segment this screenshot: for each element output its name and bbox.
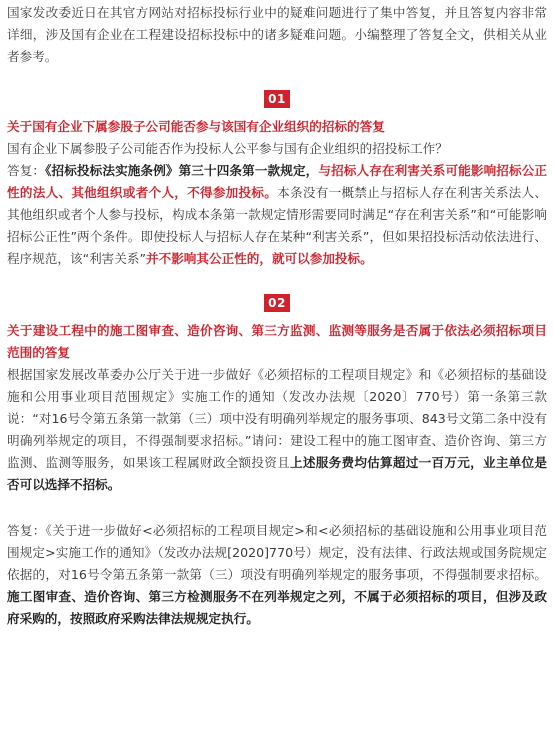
question-highlight: 上述服务费均估算超过一百万元，业主单位是否可以选择不招标。 (7, 455, 548, 492)
answer-body: 本条没有一概禁止与招标人存在利害关系法人、其他组织或者个人参与投标，构成本条第一款规定情形需要同时满足“存在利害关系”和“可能影响招标公正性”两个条件。即使投标人与招标人存在某种“利害关系”，但如果招投标活动依法进行、程序规范，该“利害关系” (7, 185, 548, 266)
section1-question: 国有企业下属参股子公司能否作为投标人公平参与国有企业组织的招投标工作？ (7, 141, 448, 156)
section-badge-01: 01 (264, 90, 290, 108)
answer-body: 《关于进一步做好<必须招标的工程项目规定>和<必须招标的基础设施和公用事业项目范围规定>实施工作的通知》（发改办法规[2020]770号）规定，没有法律、行政法规或国务院规定依据的，对16号令第五条第一款第（三）项没有明确列举规定的服务事项，不得强制要求招标。 (7, 523, 548, 582)
highlighted-rule: 与招标人存在利害关系可能影响招标公正性的法人、其他组织或者个人，不得参加投标。 (7, 163, 548, 200)
section-badge-row (7, 88, 547, 108)
section2-answer (7, 520, 547, 630)
section-badge-row (7, 292, 547, 312)
answer-label: 答复： (7, 523, 46, 538)
answer-conclusion: 施工图审查、造价咨询、第三方检测服务不在列举规定之列，不属于必须招标的项目，但涉及政府采购的，按照政府采购法律法规规定执行。 (7, 589, 547, 626)
answer-label: 答复： (7, 163, 46, 178)
section-badge-02: 02 (264, 294, 290, 312)
highlighted-conclusion: 并不影响其公正性的，就可以参加投标。 (146, 251, 373, 266)
section1-heading: 关于国有企业下属参股子公司能否参与该国有企业组织的招标的答复 (7, 119, 385, 134)
section2-heading: 关于建设工程中的施工图审查、造价咨询、第三方监测、监测等服务是否属于依法必须招标项目范围的答复 (7, 323, 547, 360)
intro-paragraph: 国家发改委近日在其官方网站对招标投标行业中的疑难问题进行了集中答复，并且答复内容非常详细，涉及国有企业在工程建设招标投标中的诸多疑难问题。小编整理了答复全文，供相关从业者参考。 (7, 5, 547, 64)
regulation-citation: 《招标投标法实施条例》第三十四条第一款规定， (45, 163, 319, 178)
question-body: 根据国家发展改革委办公厅关于进一步做好《必须招标的工程项目规定》和《必须招标的基础设施和公用事业项目范围规定》实施工作的通知（发改办法规〔2020〕770号）第一条第三款说：“对16号令第五条第一款第（三）项中没有明确列举规定的服务事项、843号文第二条中没有明确列举规定的项目，不得强制要求招标。”请问：建设工程中的施工图审查、造价咨询、第三方监测、监测等服务，如果该工程属财政全额投资且 (7, 367, 547, 470)
section1-answer (7, 160, 547, 270)
section2-question (7, 364, 547, 496)
